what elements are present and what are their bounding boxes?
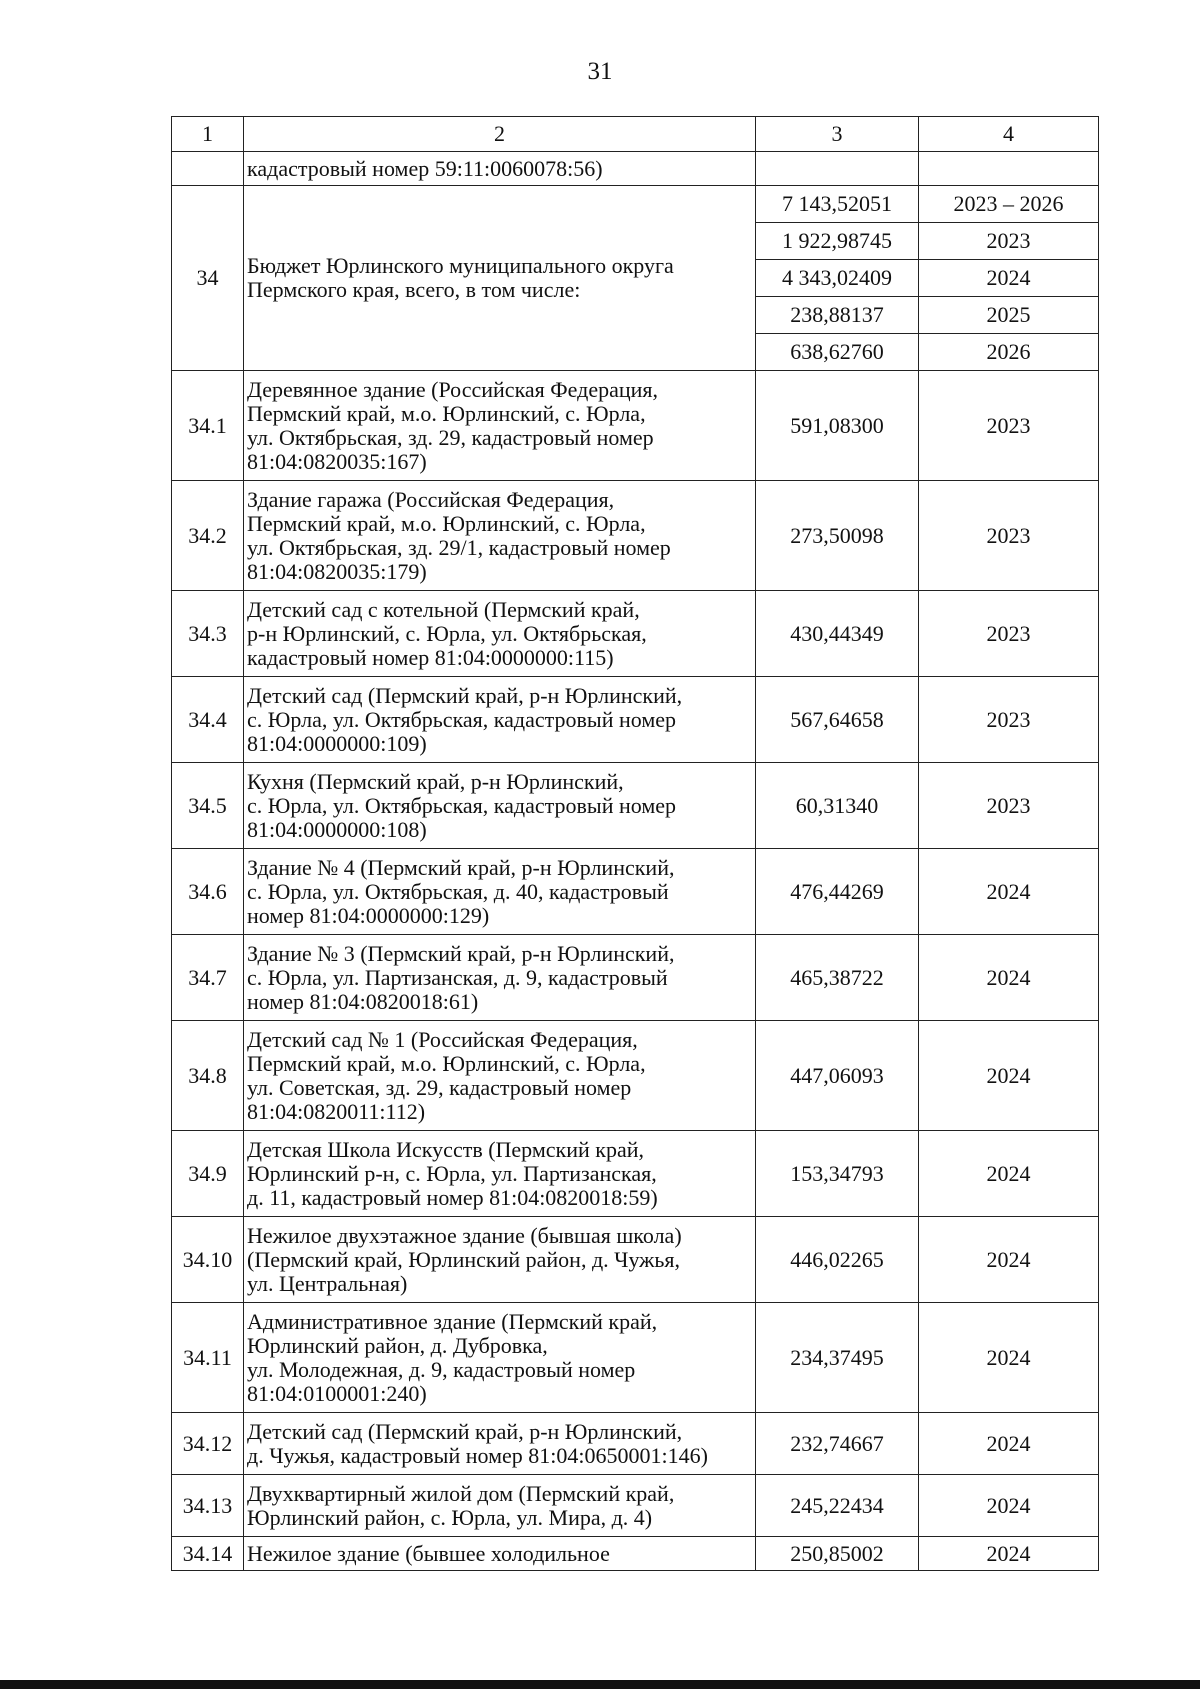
description-line: Пермский край, м.о. Юрлинский, с. Юрла, — [247, 400, 646, 426]
row-description — [244, 1131, 756, 1217]
budget-amount: 238,88137 — [756, 297, 919, 334]
row-description — [244, 186, 756, 371]
description-line: Детский сад № 1 (Российская Федерация, — [247, 1026, 638, 1052]
row-year: 2023 — [919, 371, 1099, 481]
row-amount: 234,37495 — [756, 1303, 919, 1413]
row-year: 2024 — [919, 1131, 1099, 1217]
row-amount: 465,38722 — [756, 935, 919, 1021]
row-description — [244, 371, 756, 481]
description-line: ул. Октябрьская, зд. 29/1, кадастровый номер — [247, 534, 671, 560]
row-number: 34.1 — [172, 371, 244, 481]
budget-amount: 638,62760 — [756, 334, 919, 371]
row-description — [244, 1537, 756, 1571]
description-line: ул. Центральная) — [247, 1270, 408, 1296]
description-line: Административное здание (Пермский край, — [247, 1308, 658, 1334]
description-line: 81:04:0820035:167) — [247, 448, 427, 474]
row-amount: 60,31340 — [756, 763, 919, 849]
row-year: 2024 — [919, 935, 1099, 1021]
budget-year: 2024 — [919, 260, 1099, 297]
description-line: Юрлинский р-н, с. Юрла, ул. Партизанская, — [247, 1160, 657, 1186]
row-description — [244, 1021, 756, 1131]
row-year: 2024 — [919, 1537, 1099, 1571]
description-line: Пермский край, м.о. Юрлинский, с. Юрла, — [247, 510, 646, 536]
header-col-1: 1 — [172, 117, 244, 152]
row-year: 2023 — [919, 591, 1099, 677]
row-description — [244, 763, 756, 849]
table-row — [172, 1537, 1099, 1571]
table-row — [172, 763, 1099, 849]
description-line: Здание № 4 (Пермский край, р-н Юрлинский, — [247, 854, 675, 880]
description-line: Деревянное здание (Российская Федерация, — [247, 376, 659, 402]
row-number: 34.6 — [172, 849, 244, 935]
description-line: Пермского края, всего, в том числе: — [247, 277, 581, 302]
table-row — [172, 481, 1099, 591]
description-line: с. Юрла, ул. Октябрьская, кадастровый номер — [247, 792, 677, 818]
description-line: с. Юрла, ул. Партизанская, д. 9, кадастровый — [247, 964, 668, 990]
row-year: 2024 — [919, 1021, 1099, 1131]
table-row — [172, 1413, 1099, 1475]
description-line: Юрлинский район, д. Дубровка, — [247, 1332, 548, 1358]
row-description — [244, 849, 756, 935]
row-amount: 273,50098 — [756, 481, 919, 591]
row-amount: 446,02265 — [756, 1217, 919, 1303]
budget-amount: 7 143,52051 — [756, 186, 919, 223]
row-description — [244, 1217, 756, 1303]
row-amount: 447,06093 — [756, 1021, 919, 1131]
table-row — [172, 371, 1099, 481]
budget-year: 2026 — [919, 334, 1099, 371]
budget-amount: 1 922,98745 — [756, 223, 919, 260]
description-line: Бюджет Юрлинского муниципального округа — [247, 253, 674, 278]
row-number: 34.4 — [172, 677, 244, 763]
header-col-4: 4 — [919, 117, 1099, 152]
table-row — [172, 677, 1099, 763]
table-row — [172, 591, 1099, 677]
row-year: 2023 — [919, 677, 1099, 763]
table-row — [172, 935, 1099, 1021]
table-row — [172, 1131, 1099, 1217]
row-description — [244, 1413, 756, 1475]
row-year: 2024 — [919, 1217, 1099, 1303]
description-line: 81:04:0820011:112) — [247, 1098, 426, 1124]
table-row — [172, 1217, 1099, 1303]
description-line: ул. Советская, зд. 29, кадастровый номер — [247, 1074, 632, 1100]
description-line: Детский сад с котельной (Пермский край, — [247, 596, 640, 622]
table-body — [172, 117, 1099, 1571]
row-number: 34.7 — [172, 935, 244, 1021]
description-line: 81:04:0000000:108) — [247, 816, 427, 842]
budget-row — [172, 186, 1099, 223]
description-line: номер 81:04:0000000:129) — [247, 902, 490, 928]
description-line: (Пермский край, Юрлинский район, д. Чужья, — [247, 1246, 681, 1272]
row-number: 34.12 — [172, 1413, 244, 1475]
budget-amount: 4 343,02409 — [756, 260, 919, 297]
row-year: 2024 — [919, 1303, 1099, 1413]
table-row — [172, 1303, 1099, 1413]
description-line: 81:04:0820035:179) — [247, 558, 427, 584]
row-amount: 591,08300 — [756, 371, 919, 481]
header-col-2: 2 — [244, 117, 756, 152]
row-year: 2023 — [919, 481, 1099, 591]
budget-table — [171, 116, 1099, 1571]
description-line: Нежилое двухэтажное здание (бывшая школа) — [247, 1222, 682, 1248]
description-line: кадастровый номер 59:11:0060078:56) — [247, 155, 603, 181]
row-amount: 245,22434 — [756, 1475, 919, 1537]
row-year: 2024 — [919, 849, 1099, 935]
budget-year: 2023 — [919, 223, 1099, 260]
row-number: 34.9 — [172, 1131, 244, 1217]
header-row — [172, 117, 1099, 152]
description-line: Кухня (Пермский край, р-н Юрлинский, — [247, 768, 624, 794]
row-number: 34.3 — [172, 591, 244, 677]
description-line: ул. Октябрьская, зд. 29, кадастровый номер — [247, 424, 654, 450]
description-line: р-н Юрлинский, с. Юрла, ул. Октябрьская, — [247, 620, 647, 646]
description-line: Детский сад (Пермский край, р-н Юрлинский, — [247, 682, 683, 708]
row-year: 2024 — [919, 1413, 1099, 1475]
row-amount: 476,44269 — [756, 849, 919, 935]
page-number: 31 — [587, 58, 613, 85]
description-line: с. Юрла, ул. Октябрьская, кадастровый номер — [247, 706, 677, 732]
table-row — [172, 849, 1099, 935]
description-line: д. Чужья, кадастровый номер 81:04:0650001:146) — [247, 1442, 708, 1468]
row-description — [244, 481, 756, 591]
row-number — [172, 152, 244, 186]
description-line: Двухквартирный жилой дом (Пермский край, — [247, 1480, 675, 1506]
row-description — [244, 591, 756, 677]
row-description — [244, 677, 756, 763]
row-number: 34.13 — [172, 1475, 244, 1537]
description-line: номер 81:04:0820018:61) — [247, 988, 479, 1014]
row-year: 2023 — [919, 763, 1099, 849]
row-number: 34 — [172, 186, 244, 371]
row-year — [919, 152, 1099, 186]
row-number: 34.2 — [172, 481, 244, 591]
row-amount: 430,44349 — [756, 591, 919, 677]
scan-edge — [0, 1680, 1200, 1689]
row-description — [244, 1475, 756, 1537]
header-col-3: 3 — [756, 117, 919, 152]
description-line: Пермский край, м.о. Юрлинский, с. Юрла, — [247, 1050, 646, 1076]
row-number: 34.8 — [172, 1021, 244, 1131]
row-description — [244, 152, 756, 186]
row-description — [244, 1303, 756, 1413]
description-line: Нежилое здание (бывшее холодильное — [247, 1540, 610, 1566]
row-amount: 567,64658 — [756, 677, 919, 763]
description-line: Детский сад (Пермский край, р-н Юрлинский, — [247, 1418, 683, 1444]
table-row — [172, 1475, 1099, 1537]
row-number: 34.10 — [172, 1217, 244, 1303]
row-number: 34.14 — [172, 1537, 244, 1571]
description-line: ул. Молодежная, д. 9, кадастровый номер — [247, 1356, 636, 1382]
description-line: 81:04:0000000:109) — [247, 730, 427, 756]
description-line: Здание гаража (Российская Федерация, — [247, 486, 615, 512]
description-line: Юрлинский район, с. Юрла, ул. Мира, д. 4) — [247, 1504, 653, 1530]
description-line: кадастровый номер 81:04:0000000:115) — [247, 644, 614, 670]
row-amount: 250,85002 — [756, 1537, 919, 1571]
row-number: 34.11 — [172, 1303, 244, 1413]
row-amount: 153,34793 — [756, 1131, 919, 1217]
budget-year: 2023 – 2026 — [919, 186, 1099, 223]
description-line: Здание № 3 (Пермский край, р-н Юрлинский, — [247, 940, 675, 966]
table-row — [172, 1021, 1099, 1131]
description-line: с. Юрла, ул. Октябрьская, д. 40, кадастровый — [247, 878, 669, 904]
row-year: 2024 — [919, 1475, 1099, 1537]
continuation-row — [172, 152, 1099, 186]
row-number: 34.5 — [172, 763, 244, 849]
row-amount: 232,74667 — [756, 1413, 919, 1475]
description-line: д. 11, кадастровый номер 81:04:0820018:59) — [247, 1184, 658, 1210]
row-amount — [756, 152, 919, 186]
description-line: 81:04:0100001:240) — [247, 1380, 427, 1406]
budget-year: 2025 — [919, 297, 1099, 334]
description-line: Детская Школа Искусств (Пермский край, — [247, 1136, 644, 1162]
row-description — [244, 935, 756, 1021]
